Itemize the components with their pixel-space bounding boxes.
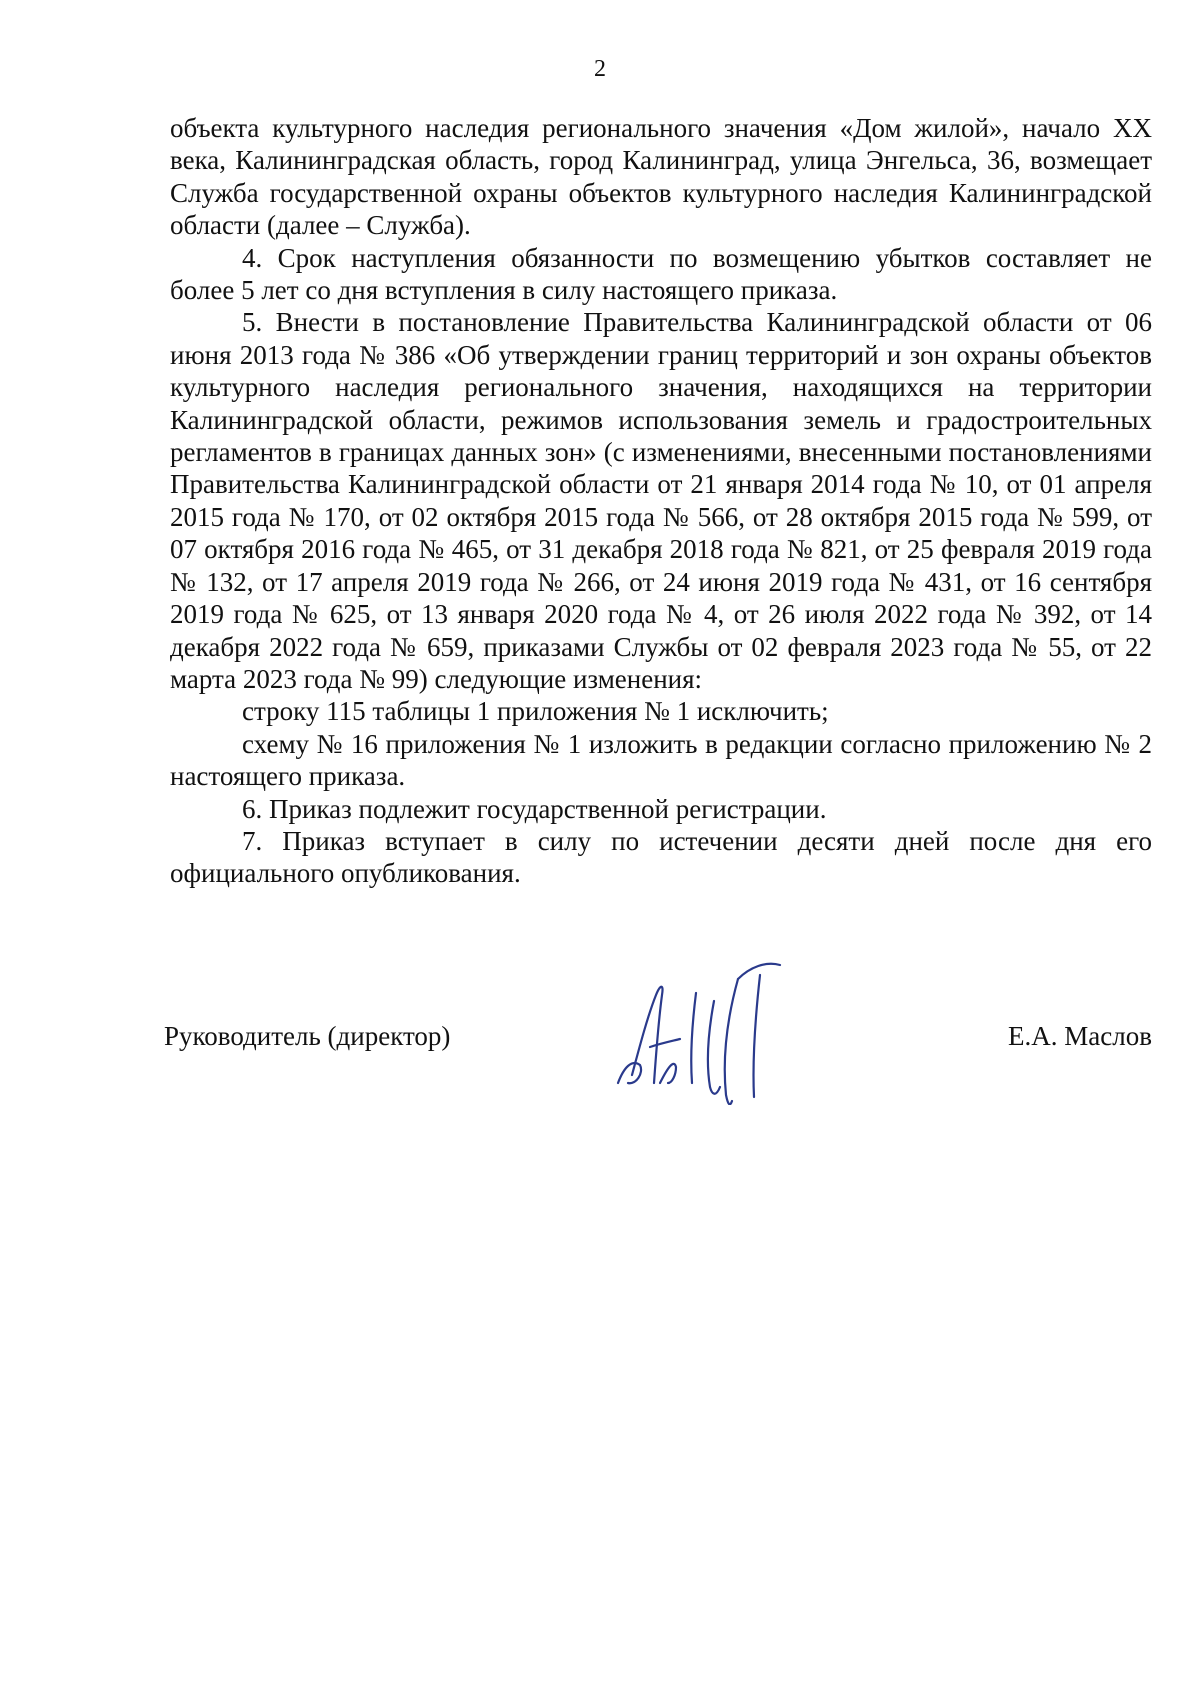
document-body: [170, 112, 1152, 890]
paragraph-item-4: 4. Срок наступления обязанности по возмещению убытков составляет не более 5 лет со дня вступления в силу настоящего приказа.: [170, 242, 1152, 306]
paragraph-item-5: 5. Внести в постановление Правительства Калининградской области от 06 июня 2013 года № 386 «Об утверждении границ территорий и зон охраны объектов культурного наследия регионального значения, находящихся на территории Калининградской области, режимов использования земель и градостроительных регламентов в границах данных зон» (с изменениями, внесенными постановлениями Правительства Калининградской области от 21 января 2014 года № 10, от 01 апреля 2015 года № 170, от 02 октября 2015 года № 566, от 28 октября 2015 года № 599, от 07 октября 2016 года № 465, от 31 декабря 2018 года № 821, от 25 февраля 2019 года № 132, от 17 апреля 2019 года № 266, от 24 июня 2019 года № 431, от 16 сентября 2019 года № 625, от 13 января 2020 года № 4, от 26 июля 2022 года № 392, от 14 декабря 2022 года № 659, приказами Службы от 02 февраля 2023 года № 55, от 22 марта 2023 года № 99) следующие изменения:: [170, 307, 1152, 694]
paragraph-item-6: 6. Приказ подлежит государственной регистрации.: [242, 793, 827, 824]
paragraph-subitem-1: строку 115 таблицы 1 приложения № 1 исключить;: [242, 696, 829, 727]
signatory-position: Руководитель (директор): [164, 1021, 451, 1051]
paragraph-item-7: 7. Приказ вступает в силу по истечении десяти дней после дня его официального опубликования.: [170, 825, 1152, 889]
signatory-name: Е.А. Маслов: [1008, 1021, 1152, 1051]
paragraph-subitem-2: схему № 16 приложения № 1 изложить в редакции согласно приложению № 2 настоящего приказа.: [170, 728, 1152, 792]
page-number: 2: [594, 56, 606, 82]
handwritten-signature-icon: [610, 955, 810, 1105]
paragraph-continuation: объекта культурного наследия регионального значения «Дом жилой», начало XX века, Калининградская область, город Калининград, улица Энгельса, 36, возмещает Служба государственной охраны объектов культурного наследия Калининградской области (далее – Служба).: [170, 113, 1152, 241]
